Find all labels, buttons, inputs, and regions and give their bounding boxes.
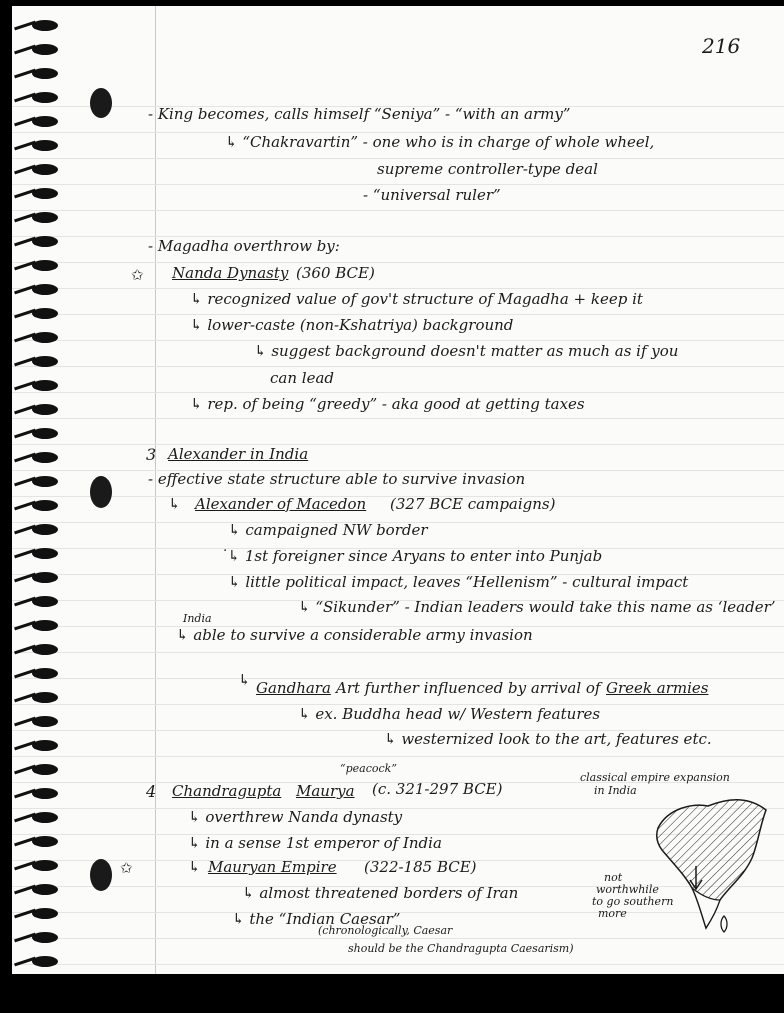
ruled-line [12,938,784,939]
scan-border [0,974,784,1013]
punch-hole-top [90,88,112,118]
note-line: “peacock” [340,762,397,775]
note-line: (360 BCE) [296,264,375,282]
note-line: ↳ rep. of being “greedy” - aka good at getting taxes [190,395,585,413]
note-line: (322-185 BCE) [364,858,477,876]
notebook-page [12,6,784,974]
spiral-ring [32,236,58,247]
spiral-ring [32,332,58,343]
spiral-ring [32,356,58,367]
note-line: Greek armies [606,679,709,697]
spiral-ring [32,20,58,31]
spiral-ring [32,548,58,559]
note-line: ↳ [238,671,251,689]
ruled-line [12,392,784,393]
spiral-ring [32,212,58,223]
ruled-line [12,288,784,289]
ruled-line [12,366,784,367]
spiral-ring [32,428,58,439]
spiral-ring [32,500,58,511]
ruled-line [12,756,784,757]
note-line: ↳ ex. Buddha head w/ Western features [298,705,601,723]
spiral-ring [32,44,58,55]
spiral-ring [32,68,58,79]
spiral-ring [32,620,58,631]
note-line: ↳ campaigned NW border [228,521,428,539]
ruled-line [12,314,784,315]
note-line: ↳ little political impact, leaves “Hellenism” - cultural impact [228,573,689,591]
spiral-ring [32,644,58,655]
note-line: ↳ almost threatened borders of Iran [242,884,519,902]
note-line: ↳ overthrew Nanda dynasty [188,808,403,826]
note-line: in India [594,784,637,797]
note-line: Alexander in India [168,445,309,463]
note-line: worthwhile [596,883,659,896]
note-line: ↳ in a sense 1st emperor of India [188,834,442,852]
note-line: to go southern [592,895,674,908]
india-map-sketch [648,788,778,938]
note-line: supreme controller-type deal [377,160,598,178]
ruled-line [12,210,784,211]
ruled-line [12,262,784,263]
star-icon: ✩ [120,859,133,877]
punch-hole-bottom [90,859,112,891]
note-line: ↳ [188,858,201,876]
note-line: ↳ the “Indian Caesar” [232,910,401,928]
spiral-ring [32,404,58,415]
section-number: 4 [146,782,157,801]
note-line: Art further influenced by arrival of [336,679,601,697]
spiral-ring [32,956,58,967]
note-line: ↳ suggest background doesn't matter as much as if you [254,342,679,360]
spiral-ring [32,92,58,103]
ruled-line [12,652,784,653]
spiral-ring [32,740,58,751]
ruled-line [12,158,784,159]
ruled-line [12,418,784,419]
note-line: India [183,612,212,625]
note-line: ↳ “Sikunder” - Indian leaders would take this name as ‘leader’ [298,598,776,616]
note-line: - King becomes, calls himself “Seniya” - “with an army” [148,105,571,123]
spiral-ring [32,284,58,295]
ruled-line [12,236,784,237]
spiral-ring [32,692,58,703]
spiral-ring [32,812,58,823]
note-line: should be the Chandragupta Caesarism) [348,942,574,955]
punch-hole-middle [90,476,112,508]
note-line: - Magadha overthrow by: [148,237,340,255]
note-line: classical empire expansion [580,771,730,784]
spiral-ring [32,164,58,175]
note-line: - effective state structure able to survive invasion [148,470,526,488]
spiral-ring [32,452,58,463]
spiral-ring [32,140,58,151]
note-line: (327 BCE campaigns) [390,495,556,513]
spiral-ring [32,716,58,727]
sri-lanka [721,916,727,932]
spiral-ring [32,668,58,679]
note-line: ↳ able to survive a considerable army invasion [176,626,533,644]
page-number: 216 [702,34,741,58]
note-line: can lead [270,369,334,387]
note-line: not [604,871,623,884]
margin-line [155,6,156,974]
note-line: Mauryan Empire [208,858,337,876]
spiral-ring [32,260,58,271]
spiral-ring [32,932,58,943]
spiral-ring [32,188,58,199]
note-line: ↳ “Chakravartin” - one who is in charge of whole wheel, [225,133,655,151]
ruled-line [12,340,784,341]
note-line: ↳ westernized look to the art, features etc. [384,730,712,748]
spiral-ring [32,476,58,487]
spiral-ring [32,308,58,319]
spiral-ring [32,788,58,799]
spiral-ring [32,380,58,391]
spiral-ring [32,860,58,871]
spiral-ring [32,908,58,919]
note-line: - “universal ruler” [363,186,501,204]
note-line: Nanda Dynasty [172,264,289,282]
ruled-line [12,964,784,965]
note-line: Gandhara [256,679,331,697]
spiral-ring [32,524,58,535]
note-line: ↳ [168,495,181,513]
note-line: Maurya [296,782,355,800]
ruled-line [12,184,784,185]
section-number: 3 [146,445,157,464]
note-line: Chandragupta [172,782,282,800]
spiral-ring [32,884,58,895]
note-line: ↳ lower-caste (non-Kshatriya) background [190,316,514,334]
star-icon: ✩ [131,266,144,284]
spiral-ring [32,836,58,847]
note-line: (c. 321-297 BCE) [372,780,503,798]
note-line: more [598,907,627,920]
note-line: Alexander of Macedon [195,495,367,513]
ruled-line [12,444,784,445]
spiral-ring [32,572,58,583]
note-line: ˙↳ 1st foreigner since Aryans to enter into Punjab [220,547,603,565]
spiral-ring [32,116,58,127]
note-line: ↳ recognized value of gov't structure of Magadha + keep it [190,290,643,308]
spiral-ring [32,596,58,607]
note-line: (chronologically, Caesar [318,924,453,937]
spiral-ring [32,764,58,775]
